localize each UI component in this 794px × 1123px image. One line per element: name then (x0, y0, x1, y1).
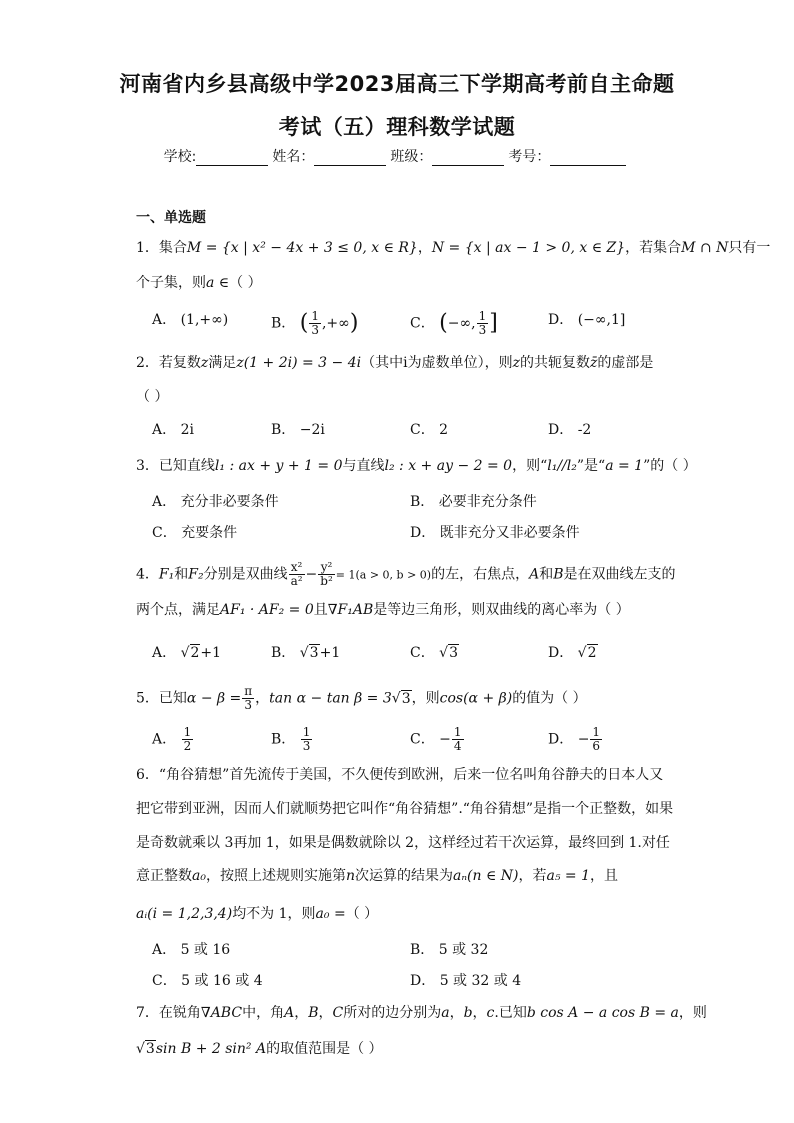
q1-option-d[interactable]: D． (−∞,1] (548, 312, 626, 328)
q3-option-a[interactable]: A． 充分非必要条件 (152, 494, 279, 510)
exam-title-line1: 河南省内乡县高级中学2023届高三下学期高考前自主命题 (119, 72, 675, 96)
q2-option-a[interactable]: A． 2i (152, 422, 194, 438)
q1-option-c[interactable]: C． (−∞, $\frac{1}{3}$ ] (410, 309, 498, 337)
q1-option-b[interactable]: B． ( $\frac{1}{3}$ ,+∞) (271, 309, 359, 337)
q6-option-c[interactable]: C． 5 或 16 或 4 (152, 973, 263, 989)
q3-line1: 3．已知直线l₁ : ax + y + 1 = 0与直线l₂ : x + ay − 2 = 0，则“l₁//l₂”是“a = 1”的（ ） (136, 458, 697, 474)
q7-line1: 7．在锐角∇ABC中，角A，B，C所对的边分别为a，b，c.已知b cos A − a cos B = a，则 (136, 1005, 707, 1021)
q5-option-c[interactable]: C． − $\frac{1}{4}$ (410, 725, 462, 753)
q6-line4: 意正整数a₀，按照上述规则实施第n次运算的结果为aₙ(n ∈ N)，若a₅ = 1，且 (136, 868, 618, 884)
school-field[interactable] (196, 151, 268, 166)
class-label: 班级： (390, 149, 433, 165)
q2-line2: （ ） (136, 389, 169, 405)
exam-no-field[interactable] (550, 151, 626, 166)
school-label: 学校: (163, 149, 197, 165)
q6-option-b[interactable]: B． 5 或 32 (410, 942, 489, 958)
q6-option-d[interactable]: D． 5 或 32 或 4 (410, 973, 522, 989)
q5-option-a[interactable]: A． $\frac{1}{2}$ (152, 725, 192, 753)
class-field[interactable] (432, 151, 504, 166)
q4-option-b[interactable]: B． √3+1 (271, 645, 341, 661)
q2-line1: 2．若复数z满足z(1 + 2i) = 3 − 4i（其中i为虚数单位），则z的共轭复数z̄的虚部是 (136, 355, 654, 371)
q2-option-c[interactable]: C． 2 (410, 422, 449, 438)
q2-option-b[interactable]: B． −2i (271, 422, 325, 438)
q3-option-b[interactable]: B． 必要非充分条件 (410, 494, 537, 510)
name-label: 姓名： (272, 149, 315, 165)
q4-option-c[interactable]: C． √3 (410, 645, 459, 661)
q6-line1: 6．“角谷猜想”首先流传于美国，不久便传到欧洲，后来一位名叫角谷静夫的日本人又 (136, 767, 664, 783)
q3-option-d[interactable]: D． 既非充分又非必要条件 (410, 525, 580, 541)
exam-no-label: 考号： (508, 149, 551, 165)
q3-option-c[interactable]: C． 充要条件 (152, 525, 238, 541)
q5-option-b[interactable]: B． $\frac{1}{3}$ (271, 725, 311, 753)
q2-option-d[interactable]: D． -2 (548, 422, 592, 438)
exam-title-line2: 考试（五）理科数学试题 (278, 115, 516, 139)
q4-option-a[interactable]: A． √2+1 (152, 645, 222, 661)
name-field[interactable] (314, 151, 386, 166)
q5-line1: 5．已知α − β = $\frac{\pi}{3}$ ，tan α − tan β = 3√3，则cos(α + β)的值为（ ） (136, 684, 587, 712)
q6-line5: aᵢ(i = 1,2,3,4)均不为 1，则a₀ =（ ） (136, 906, 379, 922)
q4-option-d[interactable]: D． √2 (548, 645, 597, 661)
section-title: 一、单选题 (136, 210, 206, 226)
q6-line2: 把它带到亚洲，因而人们就顺势把它叫作“角谷猜想”.“角谷猜想”是指一个正整数，如果 (136, 801, 674, 817)
q1-line2: 个子集，则a ∈（ ） (136, 275, 262, 291)
q5-option-d[interactable]: D． − $\frac{1}{6}$ (548, 725, 601, 753)
q7-line2: √3sin B + 2 sin² A的取值范围是（ ） (136, 1041, 383, 1057)
q1-option-a[interactable]: A． (1,+∞) (152, 312, 229, 328)
q6-option-a[interactable]: A． 5 或 16 (152, 942, 231, 958)
q1-line1: 1．集合M = {x | x² − 4x + 3 ≤ 0, x ∈ R}，N = {x | ax − 1 > 0, x ∈ Z}，若集合M ∩ N只有一 (136, 240, 771, 256)
student-info-row (0, 146, 794, 166)
q4-line2: 两个点，满足AF₁ · AF₂ = 0且∇F₁AB是等边三角形，则双曲线的离心率为（ ） (136, 602, 630, 618)
q6-line3: 是奇数就乘以 3再加 1，如果是偶数就除以 2，这样经过若干次运算，最终回到 1.对任 (136, 835, 670, 851)
q4-line1: 4．F₁和F₂分别是双曲线 $\frac{\text{x²}}{\text{a²}}$ − $\frac{\text{y²}}{\text{b²}}$ = 1(a > 0, b > 0)的左，右焦点，A和B是在双曲线左支的 (136, 560, 676, 588)
